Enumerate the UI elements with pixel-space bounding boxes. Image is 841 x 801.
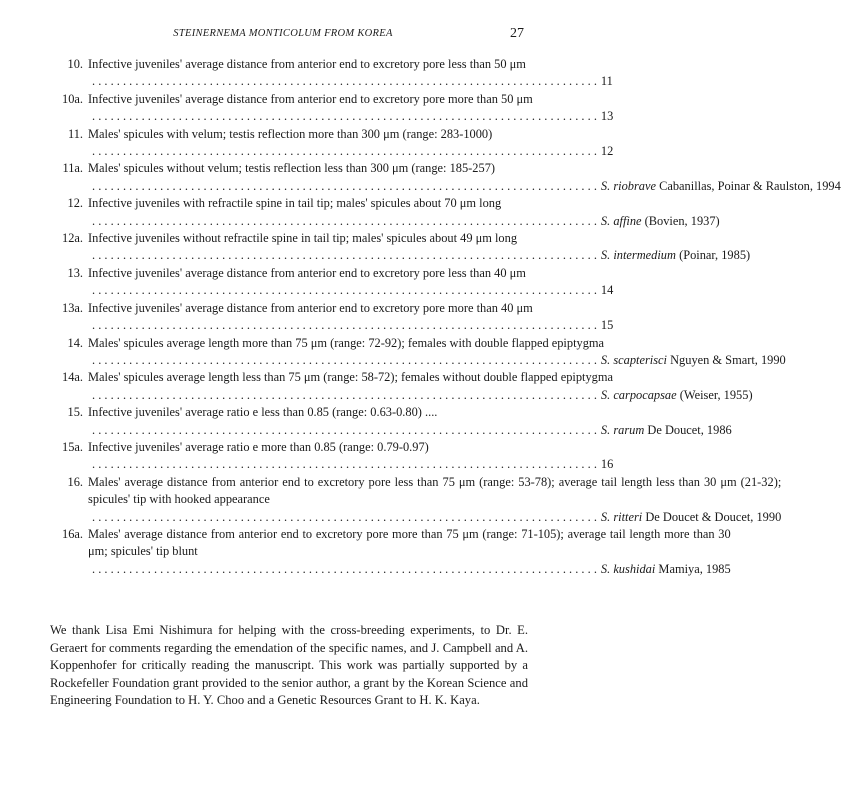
key-entry-number: 11. [67,126,83,141]
running-title: STEINERNEMA MONTICOLUM FROM KOREA [173,28,393,39]
key-entry-text: Infective juveniles' average distance from anterior end to excretory pore more than 40 μm [88,300,533,315]
key-entry-lead: Nguyen & Smart, 1990 [670,352,786,367]
key-entry-lead: 11 [600,74,613,89]
key-entry-body [88,369,753,404]
key-entry-body [88,91,613,126]
key-entry-number: 13a. [62,300,83,315]
key-entry-lead: 16 [600,457,614,472]
leader-dots [92,317,597,334]
key-entry-body [88,300,613,335]
leader-dots [92,213,597,230]
key-entry-number: 12. [67,196,83,211]
key-entry-lead: 14 [600,283,614,298]
leader-dots [92,143,597,160]
key-entry [50,91,614,126]
leader-dots [92,282,597,299]
acknowledgement-paragraph: We thank Lisa Emi Nishimura for helping with the cross-breeding experiments, to Dr. E. Geraert for comments regarding the emendation of the specific names, and J. Campbell and A. Koppenhofer for critically reading the manuscript. This work was partially supported by a Rockefeller Foundation grant provided to the senior author, a grant by the Korean Science and Engineering Foundation to H. Y. Choo and a Genetic Resources Grant to H. K. Kaya. [50,623,528,708]
key-entry [50,526,731,578]
page-number: 27 [510,26,524,41]
key-entry-number: 12a. [62,231,83,246]
key-entry-body [88,526,731,578]
key-entry-body [88,265,613,300]
key-entry-lead: De Doucet & Doucet, 1990 [645,509,782,524]
leader-dots [92,387,597,404]
key-entry [50,265,614,300]
key-entry-lead: Mamiya, 1985 [658,561,731,576]
key-entry [50,230,751,265]
key-entry-body [88,195,720,230]
key-entry-lead: (Poinar, 1985) [679,248,751,263]
key-entry-lead: Cabanillas, Poinar & Raulston, 1994 [659,178,841,193]
leader-dots [92,509,597,526]
key-entry-lead: 12 [600,144,614,159]
key-entry-lead: (Bovien, 1937) [644,213,720,228]
key-entry-text: Males' spicules average length more than 75 μm (range: 72-92); females with double flapped epiptygma [88,335,605,350]
key-entry-body [88,474,781,526]
key-entry-text: Males' average distance from anterior end to excretory pore more than 75 μm (range: 71-105); average tail length more than 30 μm; spicules' tip blunt [88,526,731,559]
key-entry [50,369,753,404]
key-entry-lead: 13 [600,109,614,124]
key-entry-text: Infective juveniles' average distance from anterior end to excretory pore more than 50 μm [88,91,533,106]
key-entry-text: Infective juveniles' average distance from anterior end to excretory pore less than 40 μm [88,265,526,280]
key-entry-number: 15. [67,405,83,420]
key-entry-text: Infective juveniles without refractile spine in tail tip; males' spicules about 49 μm long [88,231,518,246]
leader-dots [92,422,597,439]
key-entry [50,439,614,474]
leader-dots [92,178,597,195]
key-entry-text: Infective juveniles with refractile spine in tail tip; males' spicules about 70 μm long [88,196,502,211]
leader-dots [92,247,597,264]
key-entry [50,474,782,526]
key-entry-number: 13. [67,265,83,280]
key-entry-body [88,404,732,439]
key-entry [50,335,786,370]
key-entry-text: Infective juveniles' average ratio e less than 0.85 (range: 0.63-0.80) .... [88,405,438,420]
key-entry-number: 10a. [62,91,83,106]
key-entry-number: 15a. [62,439,83,454]
taxon-name: S. scapterisci [600,352,667,367]
taxon-name: S. rarum [600,422,645,437]
taxon-name: S. affine [600,213,642,228]
key-entry-body [88,335,786,370]
key-entry [50,160,841,195]
identification-key [50,56,841,578]
key-entry-body [88,230,750,265]
key-entry-number: 16. [67,474,83,489]
leader-dots [92,456,597,473]
taxon-name: S. riobrave [600,178,656,193]
taxon-name: S. carpocapsae [600,387,677,402]
key-entry-number: 14a. [62,370,83,385]
key-entry [50,195,720,230]
key-entry-number: 14. [67,335,83,350]
key-entry-body [88,439,613,474]
leader-dots [92,73,597,90]
leader-dots [92,352,597,369]
key-entry-number: 10. [67,57,83,71]
key-entry-number: 11a. [62,161,83,176]
key-entry [50,56,613,91]
key-entry-text: Males' spicules without velum; testis reflection less than 300 μm (range: 185-257) [88,161,496,176]
key-entry-body [88,56,613,91]
key-entry [50,300,614,335]
key-entry-body [88,126,613,161]
key-entry-text: Males' average distance from anterior end to excretory pore less than 75 μm (range: 53-78); average tail length less than 30 μm (21-32); spicules' tip with hooked appearance [88,474,782,507]
leader-dots [92,561,597,578]
key-entry-text: Infective juveniles' average distance from anterior end to excretory pore less than 50 μm [88,57,526,71]
key-entry-lead: 15 [600,318,614,333]
key-entry-number: 16a. [62,526,83,541]
leader-dots [92,108,597,125]
taxon-name: S. ritteri [600,509,643,524]
key-entry-body [88,160,841,195]
key-entry-text: Males' spicules with velum; testis reflection more than 300 μm (range: 283-1000) [88,126,493,141]
key-entry-text: Males' spicules average length less than 75 μm (range: 58-72); females without double flapped epiptygma [88,370,614,385]
key-entry-text: Infective juveniles' average ratio e more than 0.85 (range: 0.79-0.97) [88,439,429,454]
key-entry [50,404,732,439]
key-entry [50,126,614,161]
key-entry-lead: (Weiser, 1955) [679,387,753,402]
page-header [0,28,566,44]
taxon-name: S. intermedium [600,248,676,263]
key-entry-lead: De Doucet, 1986 [647,422,732,437]
taxon-name: S. kushidai [600,561,656,576]
